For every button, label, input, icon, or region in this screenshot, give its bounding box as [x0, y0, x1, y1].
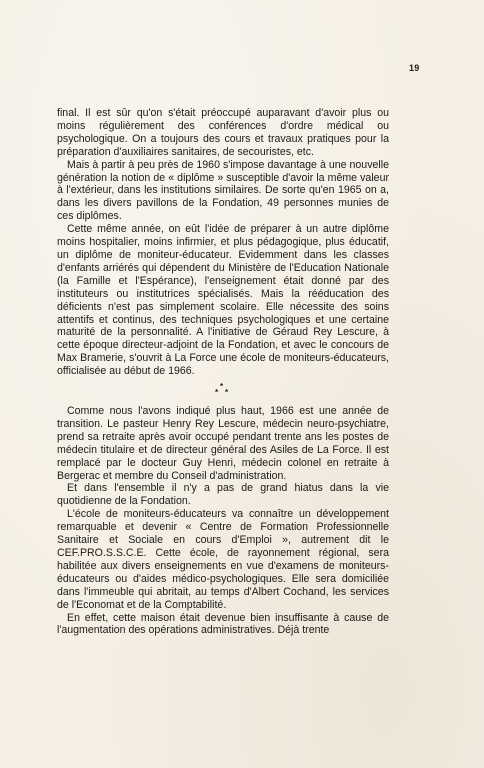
paragraph: final. Il est sûr qu'on s'était préoccupé auparavant d'avoir plus ou moins régulièrement des conférences d'ordre médical ou psychologique. On a toujours des cours et travaux pratiques pour la préparation d'auxiliaires sanitaires, de secouristes, etc.	[57, 107, 389, 158]
divider-star: *	[220, 382, 224, 391]
page-number: 19	[409, 63, 420, 73]
divider-star: *	[215, 388, 219, 397]
section-divider-stars	[212, 383, 236, 397]
paragraph: Cette même année, on eût l'idée de préparer à un autre diplôme moins hospitalier, moins infirmier, et plus pédagogique, plus éducatif, un diplôme de moniteur-éducateur. Evidemment dans les classes d'enfants arriérés qui dépendent du Ministère de l'Education Nationale (la Famille et l'Espérance), l'enseignement était donné par des instituteurs ou institutrices spécialisés. Mais la rééducation des déficients n'est pas simplement scolaire. Elle nécessite des soins attentifs et continus, des techniques psychologiques et une certaine maturité de la personnalité. A l'initiative de Géraud Rey Lescure, à cette époque directeur-adjoint de la Fondation, et avec le concours de Max Bramerie, s'ouvrit à La Force une école de moniteurs-éducateurs, officialisée au début de 1966.	[57, 223, 389, 378]
paragraph: Mais à partir à peu près de 1960 s'impose davantage à une nouvelle génération la notion de « diplôme » susceptible d'avoir la même valeur à l'extérieur, dans les institutions similaires. De sorte qu'en 1965 on a, dans les divers pavillons de la Fondation, 49 personnes munies de ces diplômes.	[57, 158, 389, 223]
paragraph: En effet, cette maison était devenue bien insuffisante à cause de l'augmentation des opérations administratives. Déjà trente	[57, 611, 389, 637]
paragraph: Et dans l'ensemble il n'y a pas de grand hiatus dans la vie quotidienne de la Fondation.	[57, 482, 389, 508]
paragraph: L'école de moniteurs-éducateurs va connaître un développement remarquable et devenir « Centre de Formation Professionnelle Sanitaire et Sociale en cours d'Emploi », autrement dit le CEF.PRO.S.S.C.E. Cette école, de rayonnement régional, sera habilitée aux divers enseignements en vue d'examens de moniteurs-éducateurs ou d'aides médico-psychologiques. Elle sera domiciliée dans l'immeuble qui abritait, au temps d'Albert Cochand, les services de l'Economat et de la Comptabilité.	[57, 508, 389, 611]
paragraph: Comme nous l'avons indiqué plus haut, 1966 est une année de transition. Le pasteur Henry Rey Lescure, médecin neuro-psychiatre, prend sa retraite après avoir occupé pendant trente ans les postes de médecin titulaire et de directeur général des Asiles de La Force. Il est remplacé par le docteur Guy Henri, médecin colonel en retraite à Bergerac et membre du Conseil d'administration.	[57, 405, 389, 482]
text-section-1	[57, 107, 389, 378]
text-section-2	[57, 405, 389, 637]
divider-star: *	[225, 388, 229, 397]
